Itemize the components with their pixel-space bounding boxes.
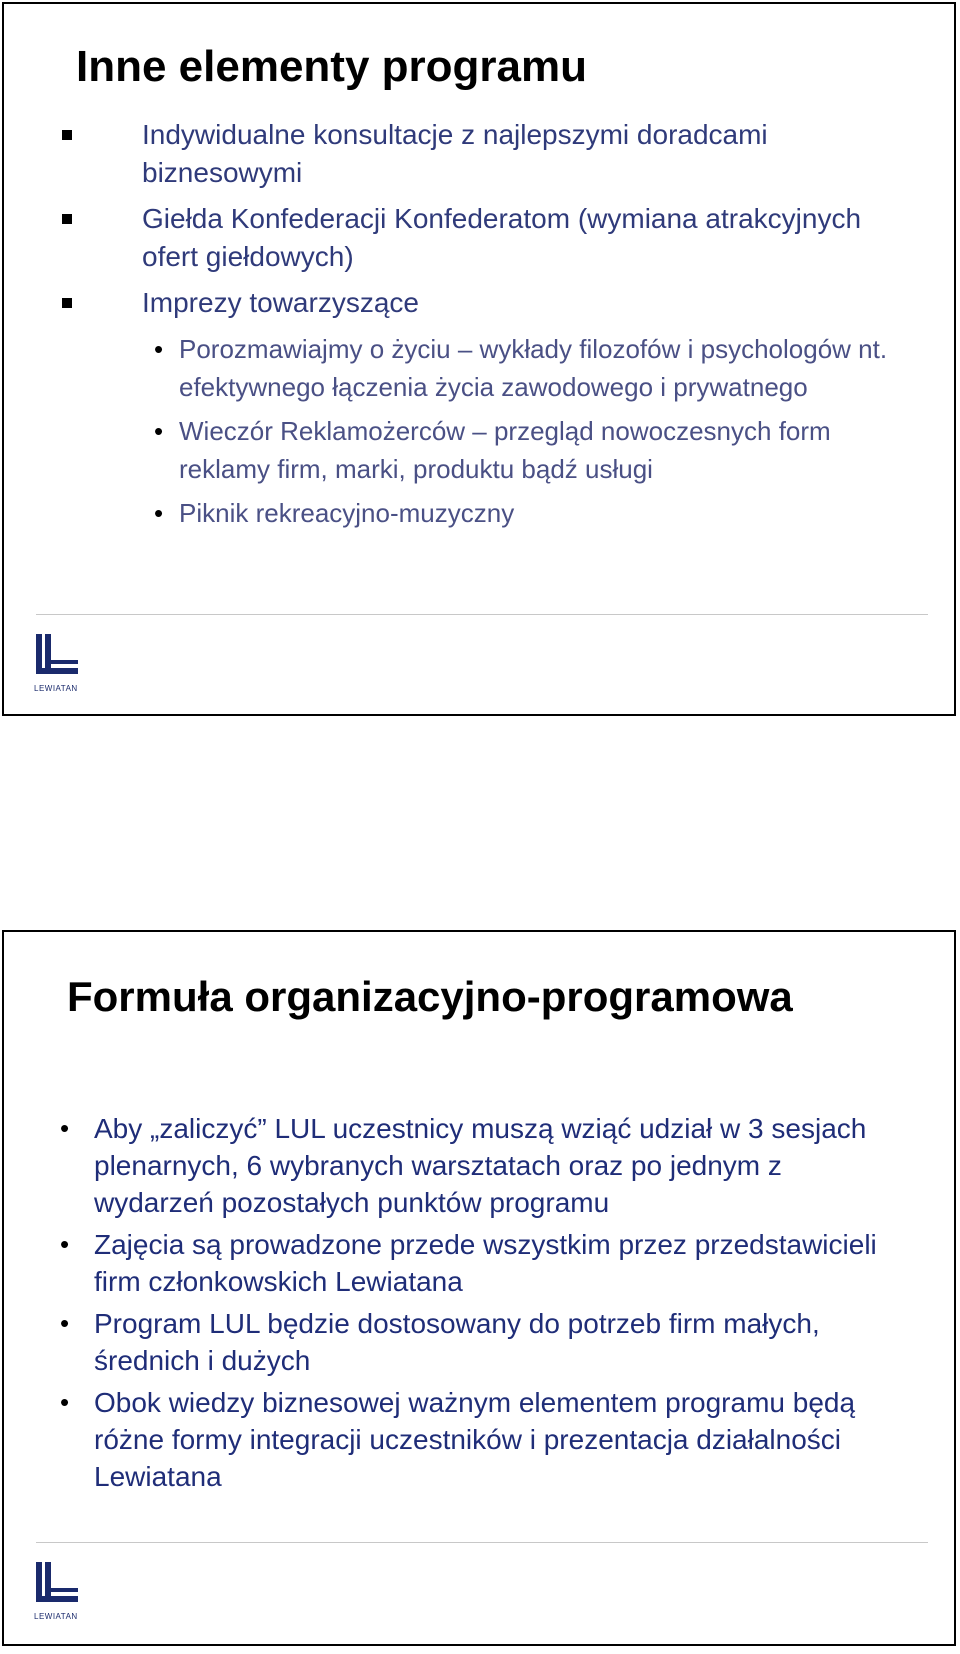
bullet-dot-icon: • [154,416,164,446]
square-bullet-icon [62,214,72,224]
list-item [4,116,904,192]
sub-list-item [4,412,904,488]
sub-list-item-text: Piknik rekreacyjno-muzyczny [179,498,515,528]
slide-title: Inne elementy programu [76,42,588,91]
lewiatan-logo-icon [34,632,82,682]
square-bullet-icon [62,298,72,308]
bullet-dot-icon: • [60,1229,70,1259]
list-item [4,200,904,276]
slide-2 [2,930,956,1646]
sub-list-item-text: Porozmawiajmy o życiu – wykłady filozofów i psychologów nt. efektywnego łączenia życia zawodowego i prywatnego [179,334,888,402]
list-item [4,1384,904,1495]
bullet-dot-icon: • [154,334,164,364]
slide-title: Formuła organizacyjno-programowa [67,973,793,1020]
sub-list-item-text: Wieczór Reklamożerców – przegląd nowoczesnych form reklamy firm, marki, produktu bądź usługi [179,416,831,484]
list-item-text: Imprezy towarzyszące [142,287,419,318]
list-item-text: Indywidualne konsultacje z najlepszymi doradcami biznesowymi [142,119,768,188]
lewiatan-logo [34,632,84,702]
bullet-dot-icon: • [154,498,164,528]
sub-list-item [4,494,904,532]
list-item [4,1305,904,1379]
bullet-list [4,1110,904,1500]
bullet-dot-icon: • [60,1308,70,1338]
footer-divider [36,1542,928,1543]
bullet-dot-icon: • [60,1113,70,1143]
bullet-dot-icon: • [60,1387,70,1417]
footer-divider [36,614,928,615]
square-bullet-icon [62,130,72,140]
lewiatan-logo [34,1560,84,1630]
lewiatan-logo-icon [34,1560,82,1610]
logo-wordmark: LEWIATAN [34,1612,78,1621]
list-item-text: Program LUL będzie dostosowany do potrzeb firm małych, średnich i dużych [94,1308,820,1376]
logo-wordmark: LEWIATAN [34,684,78,693]
list-item [4,1110,904,1221]
list-item-text: Giełda Konfederacji Konfederatom (wymiana atrakcyjnych ofert giełdowych) [142,203,862,272]
list-item-text: Zajęcia są prowadzone przede wszystkim przez przedstawicieli firm członkowskich Lewiatana [94,1229,877,1297]
bullet-list [4,116,904,538]
list-item [4,1226,904,1300]
slide-1 [2,2,956,716]
sub-list-item [4,330,904,406]
list-item [4,284,904,322]
list-item-text: Aby „zaliczyć” LUL uczestnicy muszą wziąć udział w 3 sesjach plenarnych, 6 wybranych warsztatach oraz po jednym z wydarzeń pozostałych punktów programu [94,1113,867,1218]
list-item-text: Obok wiedzy biznesowej ważnym elementem programu będą różne formy integracji uczestników i prezentacja działalności Lewiatana [94,1387,856,1492]
